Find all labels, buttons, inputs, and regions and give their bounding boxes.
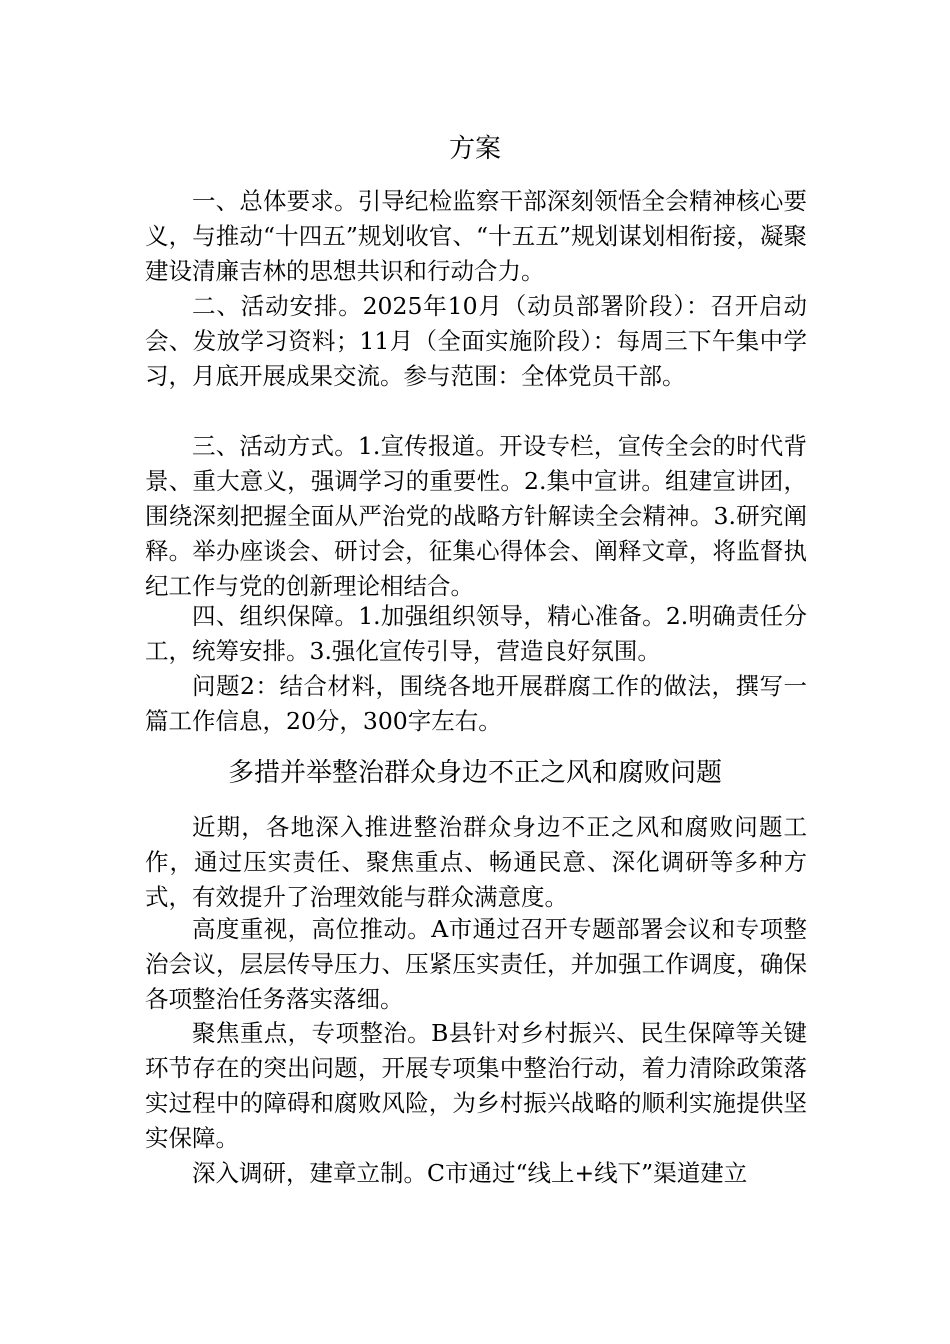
paragraph-introduction: 近期，各地深入推进整治群众身边不正之风和腐败问题工作，通过压实责任、聚焦重点、畅通民意、深化调研等多种方式，有效提升了治理效能与群众满意度。 — [145, 813, 807, 911]
paragraph-county-b: 聚焦重点，专项整治。B县针对乡村振兴、民生保障等关键环节存在的突出问题，开展专项集中整治行动，着力清除政策落实过程中的障碍和腐败风险，为乡村振兴战略的顺利实施提供坚实保障。 — [145, 1019, 807, 1152]
section-title-work-info: 多措并举整治群众身边不正之风和腐败问题 — [227, 758, 722, 788]
paragraph-overall-requirements: 一、总体要求。引导纪检监察干部深刻领悟全会精神核心要义，与推动“十四五”规划收官、“十五五”规划谋划相衔接，凝聚建设清廉吉林的思想共识和行动合力。 — [145, 187, 807, 285]
paragraph-city-c: 深入调研，建章立制。C市通过“线上+线下”渠道建立 — [192, 1159, 748, 1187]
paragraph-organizational-guarantee: 四、组织保障。1.加强组织领导，精心准备。2.明确责任分工，统筹安排。3.强化宣传引导，营造良好氛围。 — [145, 602, 807, 665]
paragraph-city-a: 高度重视，高位推动。A市通过召开专题部署会议和专项整治会议，层层传导压力、压紧压实责任，并加强工作调度，确保各项整治任务落实落细。 — [145, 915, 807, 1013]
section-title-plan: 方案 — [448, 134, 501, 164]
paragraph-activity-arrangement: 二、活动安排。2025年10月（动员部署阶段）：召开启动会、发放学习资料；11月（全面实施阶段）：每周三下午集中学习，月底开展成果交流。参与范围：全体党员干部。 — [145, 292, 807, 390]
paragraph-activity-methods: 三、活动方式。1.宣传报道。开设专栏，宣传全会的时代背景、重大意义，强调学习的重要性。2.集中宣讲。组建宣讲团，围绕深刻把握全面从严治党的战略方针解读全会精神。3.研究阐释。举办座谈会、研讨会，征集心得体会、阐释文章，将监督执纪工作与党的创新理论相结合。 — [145, 432, 807, 600]
paragraph-question-2: 问题2：结合材料，围绕各地开展群腐工作的做法，撰写一篇工作信息，20分，300字左右。 — [145, 672, 807, 735]
